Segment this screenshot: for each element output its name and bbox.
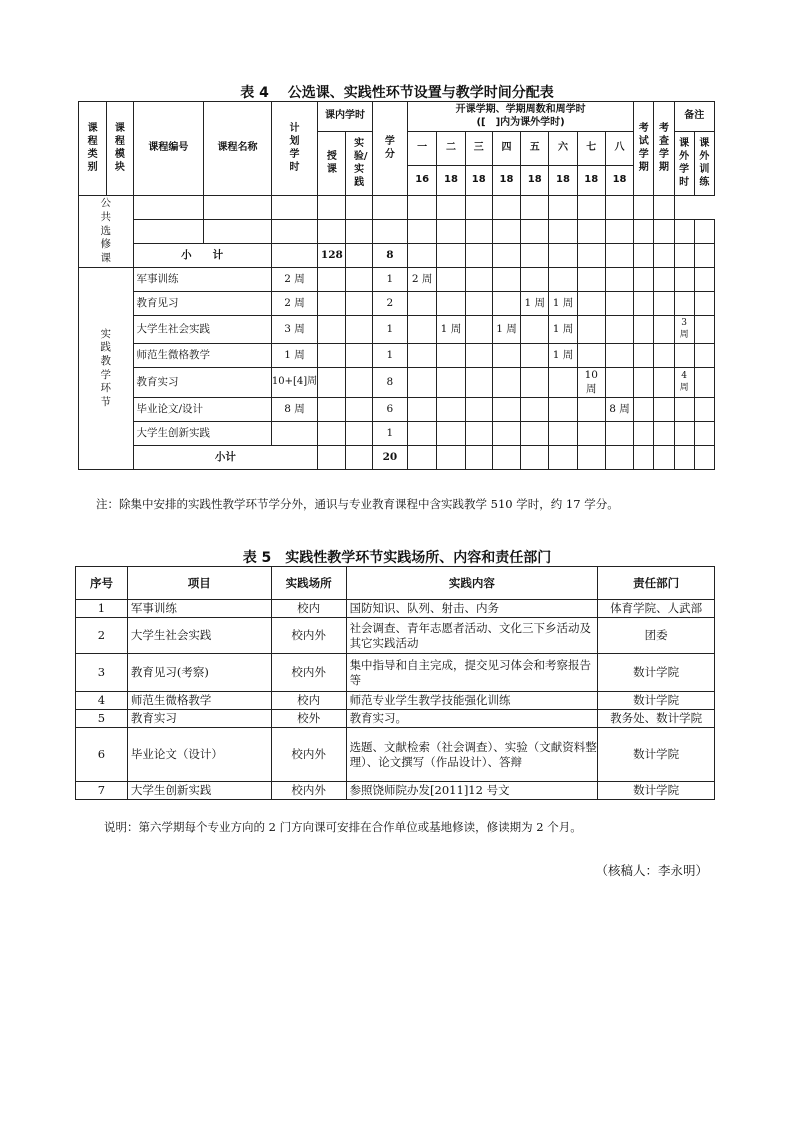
practice-name: 大学生创新实践	[133, 422, 271, 446]
header-remarks: 备注	[674, 102, 714, 132]
weeks-6: 18	[549, 166, 577, 196]
header-in-class-hours: 课内学时	[318, 102, 373, 132]
practice-subtotal-label: 小计	[133, 446, 318, 470]
table5	[75, 566, 715, 800]
practice-term-cell: 8 周	[605, 398, 633, 422]
t5-row-item: 教育实习	[127, 710, 271, 728]
practice-name: 毕业论文/设计	[133, 398, 271, 422]
t5-row-dept: 教务处、数计学院	[598, 710, 715, 728]
t5-row-item: 教育见习(考察)	[127, 654, 271, 692]
table4-note: 注：除集中安排的实践性教学环节学分外，通识与专业教育课程中含实践教学 510 学时，约 17 学分。	[96, 497, 619, 511]
weeks-2: 18	[437, 166, 465, 196]
practice-name: 大学生社会实践	[133, 316, 271, 344]
t5-row-content: 国防知识、队列、射击、内务	[346, 600, 598, 618]
practice-hours: 1 周	[271, 344, 317, 368]
t5-header-no: 序号	[76, 567, 128, 600]
practice-name: 军事训练	[133, 268, 271, 292]
t5-row-content: 集中指导和自主完成，提交见习体会和考察报告等	[346, 654, 598, 692]
term-3: 三	[465, 132, 492, 166]
table4-title: 表 4 公选课、实践性环节设置与教学时间分配表	[240, 85, 554, 101]
t5-header-dept: 责任部门	[598, 567, 715, 600]
t5-row-dept: 体育学院、人武部	[598, 600, 715, 618]
practice-subtotal-credits: 20	[372, 446, 407, 470]
t5-row-no: 7	[76, 782, 128, 800]
term-7: 七	[577, 132, 605, 166]
practice-term-cell: 10 周	[577, 368, 605, 398]
practice-term-cell: 1 周	[521, 292, 549, 316]
t5-row-dept: 数计学院	[598, 728, 715, 782]
header-check-term: 考查学期	[654, 102, 674, 196]
t5-row-place: 校内	[271, 600, 346, 618]
practice-credits: 8	[372, 368, 407, 398]
t5-row-no: 6	[76, 728, 128, 782]
t5-header-content: 实践内容	[346, 567, 598, 600]
t5-row-item: 军事训练	[127, 600, 271, 618]
term-8: 八	[605, 132, 633, 166]
header-name: 课程名称	[204, 102, 272, 196]
header-exam-term: 考试学期	[634, 102, 654, 196]
t5-row-no: 4	[76, 692, 128, 710]
category-public-elective: 公共选修课	[79, 196, 134, 268]
t5-row-content: 参照饶师院办发[2011]12 号文	[346, 782, 598, 800]
practice-hours: 10+[4]周	[271, 368, 317, 398]
header-lecture: 授课	[318, 132, 346, 196]
practice-extra-hours: 4 周	[674, 368, 694, 398]
public-elective-subtotal-label: 小 计	[133, 244, 271, 268]
practice-extra-hours: 3 周	[674, 316, 694, 344]
t5-row-item: 大学生社会实践	[127, 618, 271, 654]
practice-term-cell: 1 周	[549, 292, 577, 316]
practice-name: 师范生微格教学	[133, 344, 271, 368]
weeks-5: 18	[521, 166, 549, 196]
weeks-4: 18	[492, 166, 520, 196]
t5-row-place: 校内外	[271, 782, 346, 800]
public-elective-subtotal-credits: 8	[372, 244, 407, 268]
category-practice: 实践教学环节	[79, 268, 134, 470]
practice-term-cell: 1 周	[549, 344, 577, 368]
practice-credits: 2	[372, 292, 407, 316]
practice-credits: 6	[372, 398, 407, 422]
practice-hours: 2 周	[271, 292, 317, 316]
header-lab: 实验/实践	[346, 132, 372, 196]
t5-header-item: 项目	[127, 567, 271, 600]
t5-header-place: 实践场所	[271, 567, 346, 600]
t5-row-dept: 团委	[598, 618, 715, 654]
t5-row-place: 校内	[271, 692, 346, 710]
t5-row-dept: 数计学院	[598, 692, 715, 710]
reviewer: （核稿人：李永明）	[595, 863, 708, 878]
t5-row-item: 师范生微格教学	[127, 692, 271, 710]
practice-name: 教育见习	[133, 292, 271, 316]
term-1: 一	[408, 132, 437, 166]
t5-row-no: 5	[76, 710, 128, 728]
practice-credits: 1	[372, 268, 407, 292]
practice-credits: 1	[372, 316, 407, 344]
practice-term-cell: 1 周	[549, 316, 577, 344]
header-code: 课程编号	[133, 102, 204, 196]
t5-row-content: 教育实习。	[346, 710, 598, 728]
public-elective-subtotal-lecture: 128	[318, 244, 346, 268]
practice-hours: 3 周	[271, 316, 317, 344]
t5-row-no: 1	[76, 600, 128, 618]
practice-hours: 8 周	[271, 398, 317, 422]
header-module: 课程模块	[107, 102, 133, 196]
term-5: 五	[521, 132, 549, 166]
practice-term-cell: 1 周	[437, 316, 465, 344]
practice-name: 教育实习	[133, 368, 271, 398]
header-planned-hours: 计划学时	[271, 102, 317, 196]
header-extra-hours: 课外学时	[674, 132, 694, 196]
t5-row-dept: 数计学院	[598, 782, 715, 800]
weeks-1: 16	[408, 166, 437, 196]
t5-row-item: 毕业论文（设计）	[127, 728, 271, 782]
table5-title: 表 5 实践性教学环节实践场所、内容和责任部门	[242, 550, 552, 566]
t5-row-no: 2	[76, 618, 128, 654]
weeks-7: 18	[577, 166, 605, 196]
header-extra-training: 课外训练	[694, 132, 714, 196]
t5-row-item: 大学生创新实践	[127, 782, 271, 800]
table4	[78, 101, 715, 470]
practice-hours: 2 周	[271, 268, 317, 292]
header-category: 课程类别	[79, 102, 107, 196]
weeks-8: 18	[605, 166, 633, 196]
weeks-3: 18	[465, 166, 492, 196]
practice-term-cell: 1 周	[492, 316, 520, 344]
t5-row-content: 社会调查、青年志愿者活动、文化三下乡活动及其它实践活动	[346, 618, 598, 654]
practice-hours	[271, 422, 317, 446]
practice-credits: 1	[372, 422, 407, 446]
practice-credits: 1	[372, 344, 407, 368]
t5-row-content: 师范专业学生教学技能强化训练	[346, 692, 598, 710]
term-4: 四	[492, 132, 520, 166]
t5-row-place: 校内外	[271, 618, 346, 654]
t5-row-content: 选题、文献检索（社会调查）、实验（文献资料整理）、论文撰写（作品设计）、答辩	[346, 728, 598, 782]
term-2: 二	[437, 132, 465, 166]
table5-note: 说明：第六学期每个专业方向的 2 门方向课可安排在合作单位或基地修读，修读期为 2 个月。	[104, 820, 582, 834]
term-6: 六	[549, 132, 577, 166]
t5-row-no: 3	[76, 654, 128, 692]
t5-row-place: 校外	[271, 710, 346, 728]
t5-row-place: 校内外	[271, 728, 346, 782]
header-credits: 学分	[372, 102, 407, 196]
practice-term-cell: 2 周	[408, 268, 437, 292]
t5-row-dept: 数计学院	[598, 654, 715, 692]
t5-row-place: 校内外	[271, 654, 346, 692]
header-terms: 开课学期、学期周数和周学时 ([ ]内为课外学时)	[408, 102, 634, 132]
